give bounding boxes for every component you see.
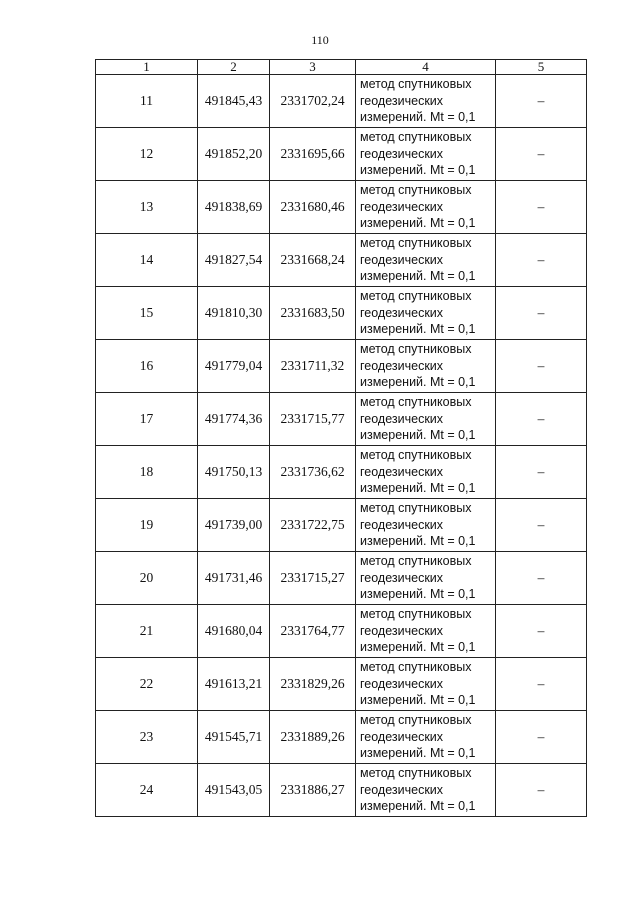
- table-row: [96, 75, 587, 128]
- point-number-cell: 11: [96, 75, 198, 128]
- column-header-4: 4: [356, 60, 496, 75]
- method-cell: [356, 287, 496, 340]
- method-cell: [356, 181, 496, 234]
- method-line: измерений. Mt = 0,1: [360, 428, 476, 443]
- method-line: метод спутниковых: [360, 77, 472, 92]
- table-row: [96, 340, 587, 393]
- note-cell: –: [496, 181, 587, 234]
- x-coordinate-cell: 491845,43: [198, 75, 270, 128]
- note-cell: –: [496, 287, 587, 340]
- method-cell: [356, 605, 496, 658]
- y-coordinate-cell: 2331722,75: [270, 499, 356, 552]
- column-header-3: 3: [270, 60, 356, 75]
- x-coordinate-cell: 491750,13: [198, 446, 270, 499]
- table-row: [96, 287, 587, 340]
- method-cell: [356, 75, 496, 128]
- note-cell: –: [496, 552, 587, 605]
- note-cell: –: [496, 764, 587, 817]
- x-coordinate-cell: 491545,71: [198, 711, 270, 764]
- x-coordinate-cell: 491543,05: [198, 764, 270, 817]
- point-number-cell: 22: [96, 658, 198, 711]
- y-coordinate-cell: 2331711,32: [270, 340, 356, 393]
- x-coordinate-cell: 491852,20: [198, 128, 270, 181]
- method-line: измерений. Mt = 0,1: [360, 746, 476, 761]
- method-line: метод спутниковых: [360, 236, 472, 251]
- method-line: геодезических: [360, 199, 444, 214]
- y-coordinate-cell: 2331695,66: [270, 128, 356, 181]
- method-line: измерений. Mt = 0,1: [360, 481, 476, 496]
- method-line: геодезических: [360, 358, 444, 373]
- method-line: геодезических: [360, 252, 444, 267]
- method-cell: [356, 340, 496, 393]
- method-line: метод спутниковых: [360, 501, 472, 516]
- note-cell: –: [496, 340, 587, 393]
- method-line: измерений. Mt = 0,1: [360, 693, 476, 708]
- method-line: геодезических: [360, 411, 444, 426]
- method-line: метод спутниковых: [360, 395, 472, 410]
- method-line: измерений. Mt = 0,1: [360, 163, 476, 178]
- point-number-cell: 13: [96, 181, 198, 234]
- table-body: [96, 75, 587, 817]
- table-row: [96, 393, 587, 446]
- note-cell: –: [496, 711, 587, 764]
- column-header-2: 2: [198, 60, 270, 75]
- y-coordinate-cell: 2331715,77: [270, 393, 356, 446]
- table-row: [96, 658, 587, 711]
- y-coordinate-cell: 2331829,26: [270, 658, 356, 711]
- point-number-cell: 19: [96, 499, 198, 552]
- x-coordinate-cell: 491613,21: [198, 658, 270, 711]
- x-coordinate-cell: 491739,00: [198, 499, 270, 552]
- point-number-cell: 21: [96, 605, 198, 658]
- point-number-cell: 15: [96, 287, 198, 340]
- y-coordinate-cell: 2331736,62: [270, 446, 356, 499]
- point-number-cell: 24: [96, 764, 198, 817]
- note-cell: –: [496, 128, 587, 181]
- x-coordinate-cell: 491774,36: [198, 393, 270, 446]
- method-line: геодезических: [360, 676, 444, 691]
- method-line: метод спутниковых: [360, 183, 472, 198]
- method-cell: [356, 446, 496, 499]
- y-coordinate-cell: 2331702,24: [270, 75, 356, 128]
- method-line: измерений. Mt = 0,1: [360, 534, 476, 549]
- method-line: геодезических: [360, 305, 444, 320]
- note-cell: –: [496, 658, 587, 711]
- method-line: геодезических: [360, 729, 444, 744]
- method-cell: [356, 552, 496, 605]
- point-number-cell: 23: [96, 711, 198, 764]
- method-line: геодезических: [360, 93, 444, 108]
- method-cell: [356, 764, 496, 817]
- table-row: [96, 181, 587, 234]
- method-line: метод спутниковых: [360, 554, 472, 569]
- x-coordinate-cell: 491810,30: [198, 287, 270, 340]
- method-line: измерений. Mt = 0,1: [360, 375, 476, 390]
- method-line: метод спутниковых: [360, 660, 472, 675]
- y-coordinate-cell: 2331680,46: [270, 181, 356, 234]
- note-cell: –: [496, 393, 587, 446]
- x-coordinate-cell: 491731,46: [198, 552, 270, 605]
- method-cell: [356, 711, 496, 764]
- method-line: геодезических: [360, 146, 444, 161]
- x-coordinate-cell: 491827,54: [198, 234, 270, 287]
- table-row: [96, 552, 587, 605]
- note-cell: –: [496, 75, 587, 128]
- point-number-cell: 12: [96, 128, 198, 181]
- method-line: измерений. Mt = 0,1: [360, 269, 476, 284]
- table-row: [96, 499, 587, 552]
- note-cell: –: [496, 446, 587, 499]
- point-number-cell: 17: [96, 393, 198, 446]
- table-row: [96, 446, 587, 499]
- method-line: геодезических: [360, 464, 444, 479]
- method-line: геодезических: [360, 623, 444, 638]
- note-cell: –: [496, 605, 587, 658]
- point-number-cell: 18: [96, 446, 198, 499]
- method-cell: [356, 234, 496, 287]
- method-line: метод спутниковых: [360, 342, 472, 357]
- method-line: измерений. Mt = 0,1: [360, 110, 476, 125]
- note-cell: –: [496, 234, 587, 287]
- y-coordinate-cell: 2331715,27: [270, 552, 356, 605]
- method-line: измерений. Mt = 0,1: [360, 799, 476, 814]
- header-row: [96, 60, 587, 75]
- coordinates-table: [95, 59, 587, 817]
- table-row: [96, 234, 587, 287]
- table-row: [96, 605, 587, 658]
- y-coordinate-cell: 2331889,26: [270, 711, 356, 764]
- y-coordinate-cell: 2331886,27: [270, 764, 356, 817]
- y-coordinate-cell: 2331683,50: [270, 287, 356, 340]
- method-line: измерений. Mt = 0,1: [360, 216, 476, 231]
- point-number-cell: 14: [96, 234, 198, 287]
- method-line: метод спутниковых: [360, 766, 472, 781]
- table-row: [96, 764, 587, 817]
- method-line: метод спутниковых: [360, 607, 472, 622]
- method-line: метод спутниковых: [360, 289, 472, 304]
- method-cell: [356, 499, 496, 552]
- column-header-5: 5: [496, 60, 587, 75]
- method-cell: [356, 393, 496, 446]
- y-coordinate-cell: 2331668,24: [270, 234, 356, 287]
- point-number-cell: 16: [96, 340, 198, 393]
- column-header-1: 1: [96, 60, 198, 75]
- table-row: [96, 711, 587, 764]
- x-coordinate-cell: 491838,69: [198, 181, 270, 234]
- method-line: метод спутниковых: [360, 448, 472, 463]
- method-cell: [356, 128, 496, 181]
- method-line: геодезических: [360, 570, 444, 585]
- point-number-cell: 20: [96, 552, 198, 605]
- x-coordinate-cell: 491779,04: [198, 340, 270, 393]
- method-line: геодезических: [360, 782, 444, 797]
- method-line: измерений. Mt = 0,1: [360, 587, 476, 602]
- method-line: метод спутниковых: [360, 130, 472, 145]
- method-line: геодезических: [360, 517, 444, 532]
- method-line: измерений. Mt = 0,1: [360, 640, 476, 655]
- method-line: метод спутниковых: [360, 713, 472, 728]
- table-row: [96, 128, 587, 181]
- y-coordinate-cell: 2331764,77: [270, 605, 356, 658]
- note-cell: –: [496, 499, 587, 552]
- page-number: 110: [311, 33, 329, 47]
- method-line: измерений. Mt = 0,1: [360, 322, 476, 337]
- x-coordinate-cell: 491680,04: [198, 605, 270, 658]
- method-cell: [356, 658, 496, 711]
